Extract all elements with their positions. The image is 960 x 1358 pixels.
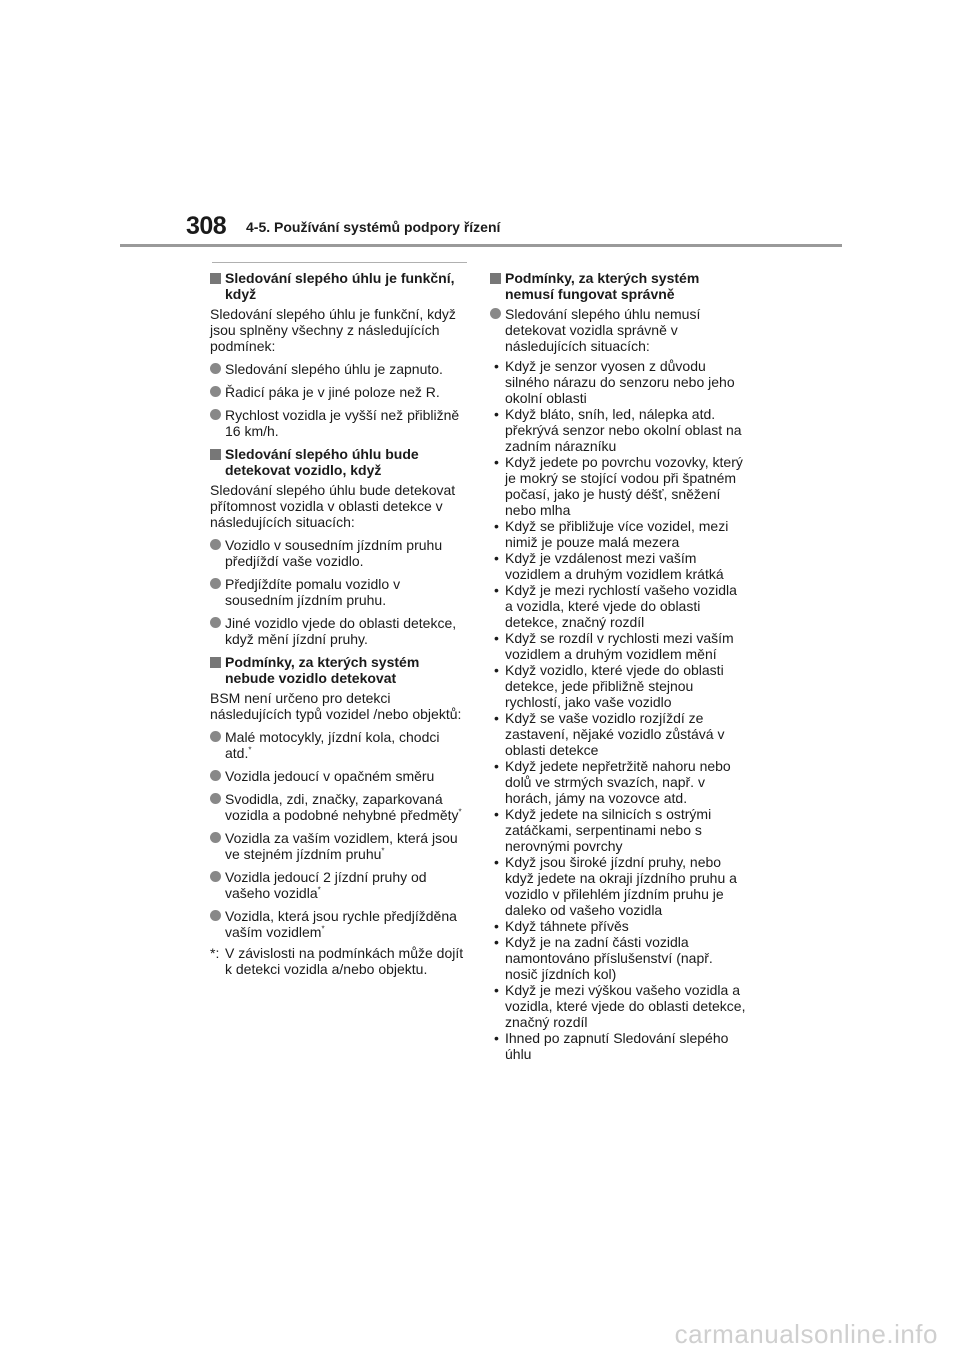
situation-item: • Když je na zadní části vozidla namontováno příslušenství (např. nosič jízdních kol) (494, 934, 713, 982)
circle-bullet-icon (210, 539, 221, 550)
page-number: 308 (186, 212, 227, 240)
situation-item: • Když se vaše vozidlo rozjíždí ze zastavení, nějaké vozidlo zůstává v oblasti detekce (494, 710, 725, 758)
list-item: Vozidla za vaším vozidlem, která jsou ve stejném jízdním pruhu* (210, 830, 468, 862)
list-item: Svodidla, zdi, značky, zaparkovaná vozidla a podobné nehybné předměty* (210, 791, 468, 823)
circle-bullet-icon (210, 386, 221, 397)
circle-bullet-icon (210, 871, 221, 882)
asterisk-mark: * (458, 807, 462, 817)
situation-item: • Když je senzor vyosen z důvodu silného nárazu do senzoru nebo jeho okolní oblasti (494, 358, 735, 406)
situation-item: • Když je mezi rychlostí vašeho vozidla a vozidla, které vjede do oblasti detekce, značný rozdíl (494, 582, 737, 630)
asterisk-mark: * (317, 885, 321, 895)
circle-bullet-icon (210, 832, 221, 843)
list-item: Malé motocykly, jízdní kola, chodci atd.* (210, 729, 468, 761)
situation-item: • Když je vzdálenost mezi vaším vozidlem a druhým vozidlem krátká (494, 550, 724, 582)
situation-item: • Když jsou široké jízdní pruhy, nebo když jedete na okraji jízdního pruhu a vozidlo v přilehlém jízdním pruhu je daleko od vašeho vozidla (494, 854, 737, 918)
situation-item: • Když se rozdíl v rychlosti mezi vaším vozidlem a druhým vozidlem mění (494, 630, 734, 662)
watermark[interactable]: carmanualsonline.info (674, 1319, 938, 1349)
list-item: Sledování slepého úhlu nemusí detekovat vozidla správně v následujících situacích: (490, 306, 748, 354)
square-bullet-icon (210, 657, 221, 668)
circle-bullet-icon (210, 910, 221, 921)
list-item: Vozidlo v sousedním jízdním pruhu předjíždí vaše vozidlo. (210, 537, 468, 569)
square-bullet-icon (210, 273, 221, 284)
situation-item: • Když vozidlo, které vjede do oblasti detekce, jede přibližně stejnou rychlostí, jako vaše vozidlo (494, 662, 724, 710)
situation-item: • Když bláto, sníh, led, nálepka atd. překrývá senzor nebo okolní oblast na zadním nárazníku (494, 406, 742, 454)
header-rule (120, 244, 842, 247)
list-item: Předjíždíte pomalu vozidlo v sousedním jízdním pruhu. (210, 576, 468, 608)
situation-item: • Ihned po zapnutí Sledování slepého úhlu (494, 1030, 729, 1062)
paragraph: BSM není určeno pro detekci následujících typů vozidel /nebo objektů: (210, 690, 462, 722)
list-item: Vozidla jedoucí v opačném směru (210, 768, 468, 784)
situation-list (490, 358, 748, 1062)
circle-bullet-icon (210, 617, 221, 628)
paragraph: Sledování slepého úhlu je funkční, když jsou splněny všechny z následujících podmínek: (210, 306, 456, 354)
situation-item: • Když jedete po povrchu vozovky, který je mokrý se stojící vodou při špatném počasí, jako je hustý déšť, sněžení nebo mlha (494, 454, 743, 518)
circle-bullet-icon (210, 578, 221, 589)
circle-bullet-icon (490, 308, 501, 319)
left-column (210, 270, 468, 977)
circle-bullet-icon (210, 409, 221, 420)
section-heading: Podmínky, za kterých systém nebude vozidlo detekovat (210, 654, 468, 686)
situation-item: • Když táhnete přívěs (494, 918, 629, 934)
situation-item: • Když je mezi výškou vašeho vozidla a vozidla, které vjede do oblasti detekce, značný rozdíl (494, 982, 746, 1030)
circle-bullet-icon (210, 363, 221, 374)
circle-bullet-icon (210, 793, 221, 804)
list-item: Jiné vozidlo vjede do oblasti detekce, když mění jízdní pruhy. (210, 615, 468, 647)
chapter-title: 4-5. Používání systémů podpory řízení (246, 219, 501, 235)
paragraph: Sledování slepého úhlu bude detekovat přítomnost vozidla v oblasti detekce v následujících situacích: (210, 482, 456, 530)
list-item: Rychlost vozidla je vyšší než přibližně 16 km/h. (210, 407, 468, 439)
right-column (490, 270, 748, 1062)
footnote-marker: *: (210, 945, 220, 961)
list-item: Vozidla jedoucí 2 jízdní pruhy od vašeho vozidla* (210, 869, 468, 901)
asterisk-mark: * (248, 745, 252, 755)
section-heading: Sledování slepého úhlu bude detekovat vozidlo, když (210, 446, 468, 478)
situation-item: • Když se přibližuje více vozidel, mezi nimiž je pouze malá mezera (494, 518, 729, 550)
asterisk-mark: * (381, 846, 385, 856)
situation-item: • Když jedete na silnicích s ostrými zatáčkami, serpentinami nebo s nerovnými povrchy (494, 806, 712, 854)
list-item: Sledování slepého úhlu je zapnuto. (210, 361, 468, 377)
list-item: Řadicí páka je v jiné poloze než R. (210, 384, 468, 400)
circle-bullet-icon (210, 731, 221, 742)
asterisk-mark: * (321, 924, 325, 934)
square-bullet-icon (210, 449, 221, 460)
footnote: *: V závislosti na podmínkách může dojít k detekci vozidla a/nebo objektu. (210, 945, 464, 977)
circle-bullet-icon (210, 770, 221, 781)
list-item: Vozidla, která jsou rychle předjížděna vaším vozidlem* (210, 908, 468, 940)
square-bullet-icon (490, 273, 501, 284)
section-heading: Podmínky, za kterých systém nemusí fungovat správně (490, 270, 748, 302)
section-divider (212, 262, 467, 263)
section-heading: Sledování slepého úhlu je funkční, když (210, 270, 468, 302)
situation-item: • Když jedete nepřetržitě nahoru nebo dolů ve strmých svazích, např. v horách, jámy na vozovce atd. (494, 758, 731, 806)
